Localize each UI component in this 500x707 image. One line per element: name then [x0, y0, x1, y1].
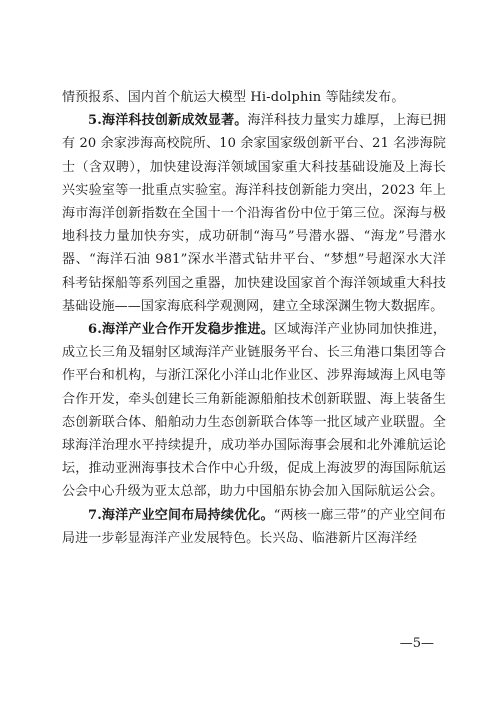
- paragraph-heading: 6.海洋产业合作开发稳步推进。: [88, 322, 275, 338]
- paragraph-marine-tech-innovation: [62, 109, 446, 318]
- paragraph-text: “两核一廊三带”的产业空间布局进一步彰显海洋产业发展特色。长兴岛、临港新片区海洋经: [62, 507, 446, 546]
- paragraph-text: 海洋科技力量实力雄厚，上海已拥有 20 余家涉海高校院所、10 余家国家级创新平台、21 名涉海院士（含双聘），加快建设海洋领域国家重大科技基础设施及上海长兴实验室等一批重点实验室。海洋科技创新能力突出，2023 年上海市海洋创新指数在全国十一个沿海省份中位于第三位。深海与极地科技力量加快夯实，成功研制“海马”号潜水器、“海龙”号潜水器、“海洋石油 981”深水半潜式钻井平台、“梦想”号超深水大洋科考钻探船等系列国之重器，加快建设国家首个海洋领域重大科技基础设施——国家海底科学观测网，建立全球深渊生物大数据库。: [62, 113, 446, 314]
- paragraph-text: 区域海洋产业协同加快推进，成立长三角及辐射区域海洋产业链服务平台、长三角港口集团等合作平台和机构，与浙江深化小洋山北作业区、涉界海域海上风电等合作开发，牵头创建长三角新能源船舶技术创新联盟、海上装备生态创新联合体、船舶动力生态创新联合体等一批区域产业联盟。全球海洋治理水平持续提升，成功举办国际海事会展和北外滩航运论坛，推动亚洲海事技术合作中心升级，促成上海波罗的海国际航运公会中心升级为亚太总部，助力中国船东协会加入国际航运公会。: [62, 322, 447, 500]
- paragraph-industry-cooperation: [62, 318, 446, 504]
- page-number: —5—: [399, 636, 434, 651]
- paragraph-heading: 7.海洋产业空间布局持续优化。: [88, 507, 274, 523]
- paragraph-heading: 5.海洋科技创新成效显著。: [88, 113, 248, 129]
- paragraph-spatial-layout: [62, 504, 446, 550]
- paragraph-continuation: [62, 86, 446, 109]
- document-body: [62, 86, 446, 550]
- paragraph-text: 情预报系、国内首个航运大模型 Hi-dolphin 等陆续发布。: [62, 90, 405, 105]
